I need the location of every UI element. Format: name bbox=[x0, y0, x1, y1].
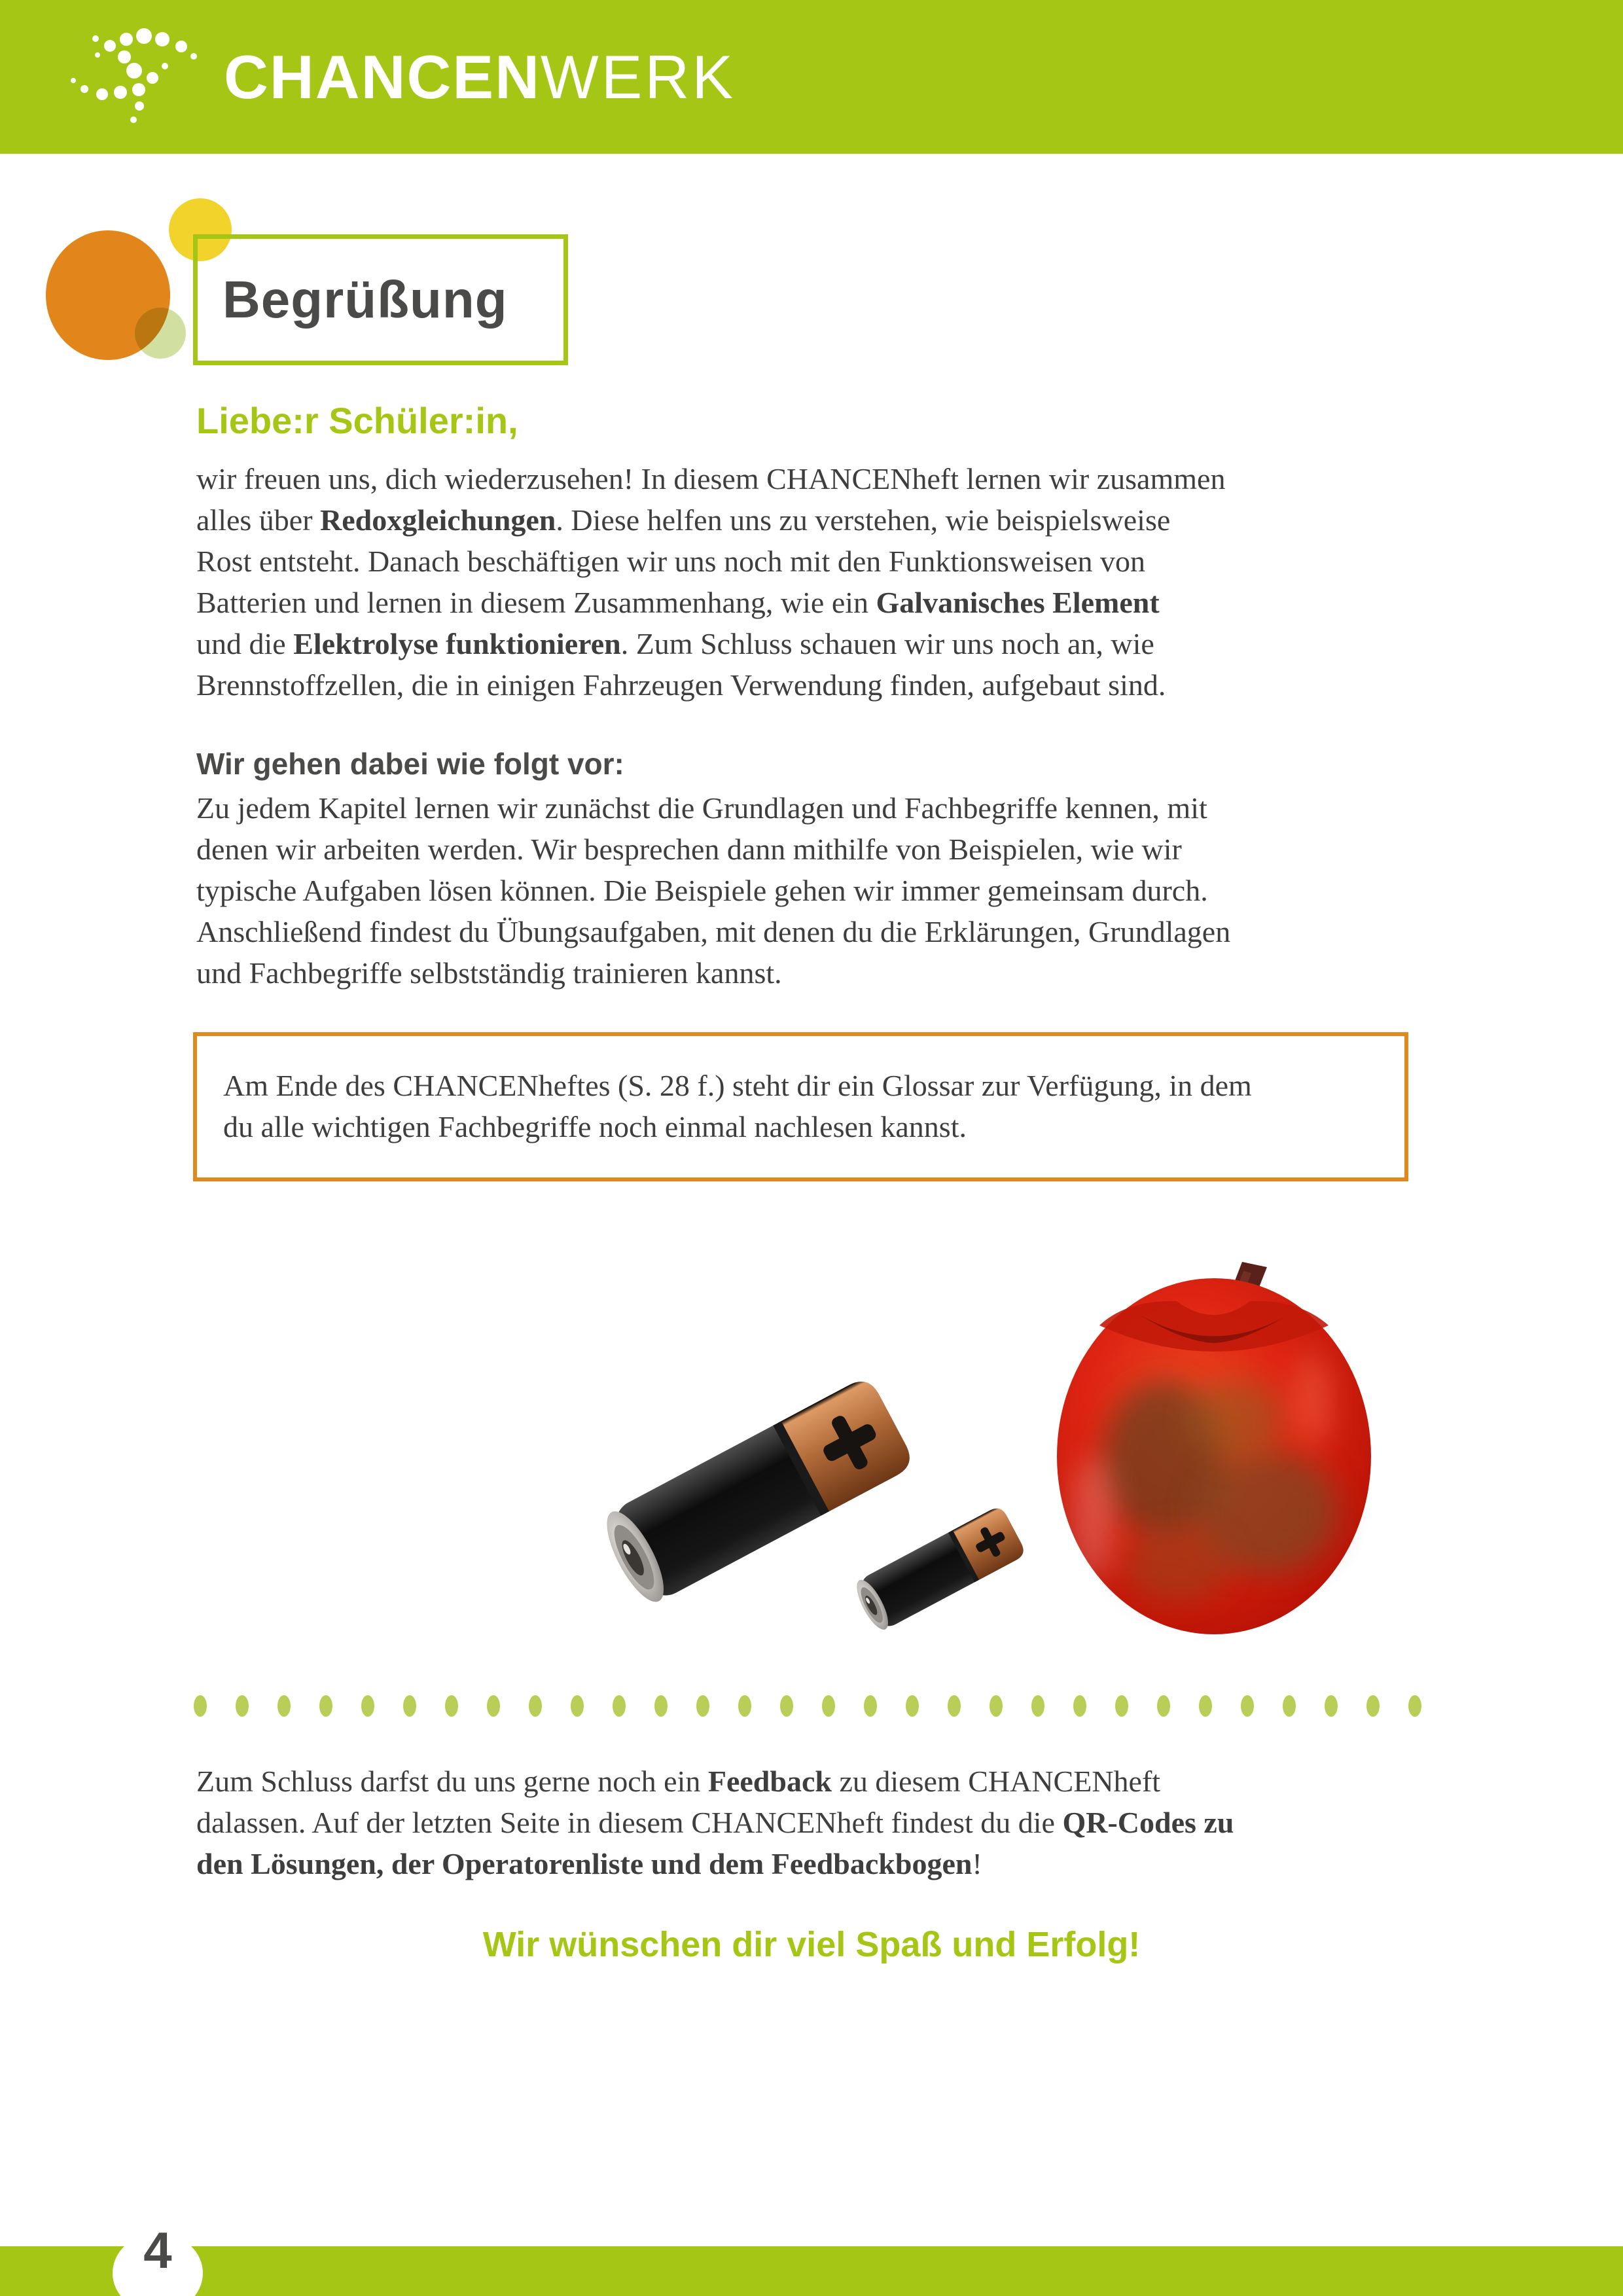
divider-dot bbox=[1199, 1695, 1212, 1717]
text-line: Zu jedem Kapitel lernen wir zunächst die Grundlagen und Fachbegriffe kennen, mit bbox=[196, 791, 1207, 825]
glossary-note-box bbox=[193, 1032, 1408, 1181]
divider-dot bbox=[1325, 1695, 1338, 1717]
brand-wordmark-light: WERK bbox=[541, 42, 736, 111]
text-line: dalassen. Auf der letzten Seite in diesem CHANCENheft findest du die QR-Codes zu bbox=[196, 1806, 1234, 1839]
divider-dot bbox=[571, 1695, 584, 1717]
text-line: typische Aufgaben lösen können. Die Beispiele gehen wir immer gemeinsam durch. bbox=[196, 874, 1208, 907]
divider-dot bbox=[1283, 1695, 1296, 1717]
divider-dot bbox=[864, 1695, 877, 1717]
text-line: wir freuen uns, dich wiederzusehen! In diesem CHANCENheft lernen wir zusammen bbox=[196, 462, 1226, 495]
text-line: und die Elektrolyse funktionieren. Zum Schluss schauen wir uns noch an, wie bbox=[196, 627, 1154, 660]
text-line: du alle wichtigen Fachbegriffe noch einmal nachlesen kannst. bbox=[223, 1110, 967, 1143]
divider-dot bbox=[194, 1695, 207, 1717]
divider-dot bbox=[1115, 1695, 1128, 1717]
text-line: Batterien und lernen in diesem Zusammenhang, wie ein Galvanisches Element bbox=[196, 586, 1160, 619]
divider-dot bbox=[1031, 1695, 1044, 1717]
divider-dot bbox=[445, 1695, 458, 1717]
text-line: Rost entsteht. Danach beschäftigen wir uns noch mit den Funktionsweisen von bbox=[196, 545, 1146, 578]
divider-dot bbox=[361, 1695, 374, 1717]
divider-dot bbox=[613, 1695, 626, 1717]
text-line: Am Ende des CHANCENheftes (S. 28 f.) steht dir ein Glossar zur Verfügung, in dem bbox=[223, 1069, 1252, 1102]
dotted-divider bbox=[194, 1695, 1421, 1717]
illustration-graphic bbox=[589, 1237, 1414, 1662]
page-number: 4 bbox=[143, 2221, 172, 2279]
divider-dot bbox=[822, 1695, 835, 1717]
closing-paragraph bbox=[196, 1761, 1407, 1884]
lightgreen-circle-decoration bbox=[135, 308, 186, 359]
divider-dot bbox=[1366, 1695, 1380, 1717]
divider-dot bbox=[529, 1695, 542, 1717]
divider-dot bbox=[1408, 1695, 1421, 1717]
brand-wordmark-bold: CHANCEN bbox=[224, 42, 541, 111]
divider-dot bbox=[1241, 1695, 1254, 1717]
text-line: Anschließend findest du Übungsaufgaben, mit denen du die Erklärungen, Grundlagen bbox=[196, 915, 1231, 948]
divider-dot bbox=[236, 1695, 249, 1717]
text-line: den Lösungen, der Operatorenliste und dem Feedbackbogen! bbox=[196, 1847, 982, 1880]
wish-text: Wir wünschen dir viel Spaß und Erfolg! bbox=[482, 1925, 1141, 1964]
text-line: Brennstoffzellen, die in einigen Fahrzeugen Verwendung finden, aufgebaut sind. bbox=[196, 668, 1166, 702]
divider-dot bbox=[738, 1695, 751, 1717]
divider-dot bbox=[990, 1695, 1003, 1717]
greeting-heading: Liebe:r Schüler:in, bbox=[196, 400, 518, 441]
divider-dot bbox=[1157, 1695, 1170, 1717]
chapter-title-box bbox=[193, 234, 568, 365]
divider-dot bbox=[319, 1695, 332, 1717]
divider-dot bbox=[487, 1695, 500, 1717]
text-line: und Fachbegriffe selbstständig trainieren kannst. bbox=[196, 956, 782, 990]
method-heading: Wir gehen dabei wie folgt vor: bbox=[196, 747, 624, 781]
text-line: alles über Redoxgleichungen. Diese helfen uns zu verstehen, wie beispielsweise bbox=[196, 503, 1171, 537]
footer-bar bbox=[0, 2246, 1623, 2296]
divider-dot bbox=[780, 1695, 793, 1717]
text-line: denen wir arbeiten werden. Wir besprechen dann mithilfe von Beispielen, wie wir bbox=[196, 833, 1182, 866]
chancenwerk-dots-logo-icon bbox=[52, 5, 236, 136]
divider-dot bbox=[1073, 1695, 1086, 1717]
brand-wordmark bbox=[224, 0, 736, 154]
page-title: Begrüßung bbox=[223, 270, 508, 329]
divider-dot bbox=[654, 1695, 668, 1717]
text-line: Zum Schluss darfst du uns gerne noch ein Feedback zu diesem CHANCENheft bbox=[196, 1765, 1161, 1798]
method-paragraph bbox=[196, 787, 1407, 994]
header-bar bbox=[0, 0, 1623, 154]
divider-dot bbox=[277, 1695, 291, 1717]
divider-dot bbox=[948, 1695, 961, 1717]
divider-dot bbox=[906, 1695, 919, 1717]
rotten-apple-icon bbox=[1057, 1262, 1371, 1634]
divider-dot bbox=[403, 1695, 416, 1717]
intro-paragraph bbox=[196, 458, 1407, 706]
divider-dot bbox=[696, 1695, 709, 1717]
